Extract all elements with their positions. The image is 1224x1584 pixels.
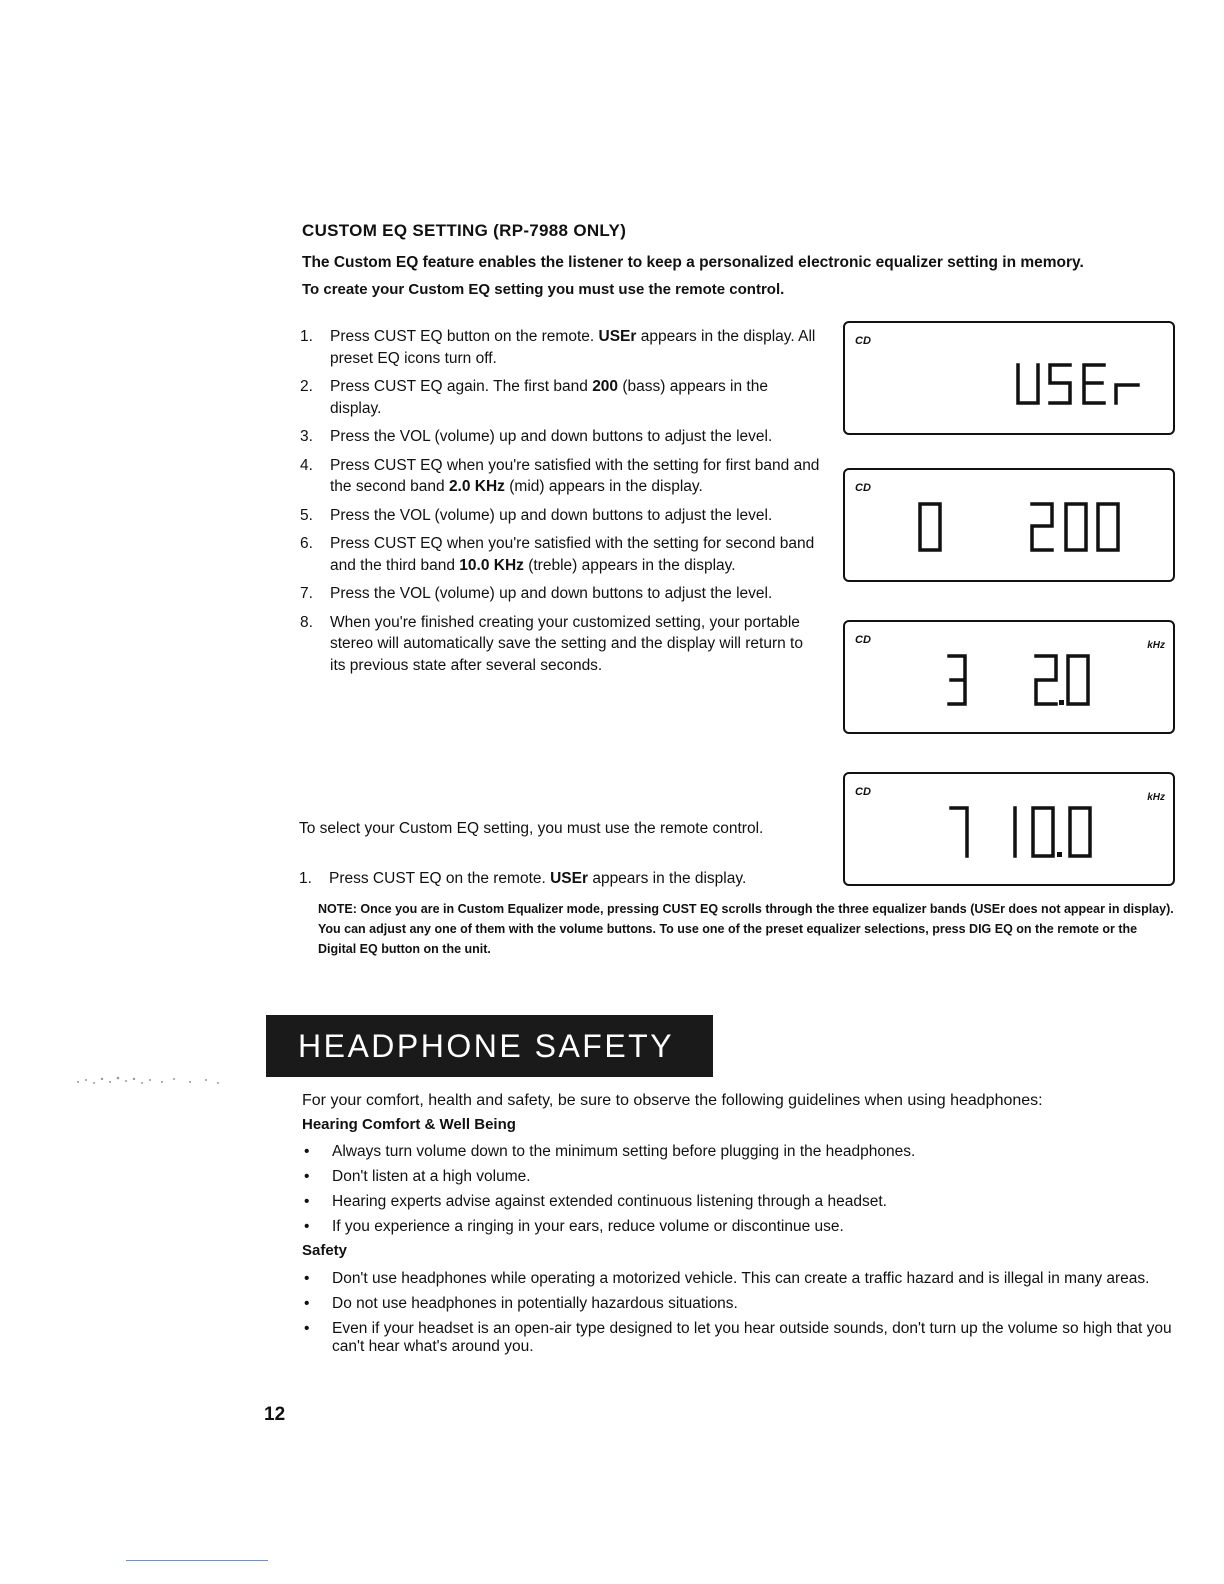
eq-note: NOTE: Once you are in Custom Equalizer mode, pressing CUST EQ scrolls through the three equalizer bands (USEr does not appear in display). You can adjust any one of them with the volume buttons. To use one of the preset equalizer selections, press DIG EQ on the remote or the Digital EQ button on the unit. (318, 902, 1174, 956)
list-item-text: Do not use headphones in potentially hazardous situations. (332, 1295, 738, 1312)
step-keyword: 10.0 KHz (459, 556, 524, 574)
step-number: 1. (300, 328, 313, 345)
khz-indicator: kHz (1147, 640, 1165, 651)
step-item (300, 376, 820, 419)
lcd-display-bass (843, 468, 1175, 582)
step-text: Press the VOL (volume) up and down buttons to adjust the level. (330, 506, 773, 524)
step-text: appears in the display. All preset EQ icons turn off. (330, 328, 816, 367)
headphone-safety-banner: HEADPHONE SAFETY (266, 1015, 713, 1077)
list-item-text: Even if your headset is an open-air type designed to let you hear outside sounds, don't turn up the volume so high that you can't hear what's around you. (332, 1320, 1172, 1355)
cd-indicator: CD (855, 786, 871, 798)
step-keyword: USEr (598, 328, 637, 345)
khz-indicator: kHz (1147, 792, 1165, 803)
lcd-readout (845, 622, 1173, 732)
step-text: (bass) appears in the display. (330, 378, 768, 417)
list-item (302, 1270, 1182, 1288)
step-item (300, 533, 820, 576)
step-text: Press CUST EQ when you're satisfied with the setting for second band and the third band (330, 535, 815, 574)
headphone-intro: For your comfort, health and safety, be sure to observe the following guidelines when using headphones: (302, 1092, 1043, 1109)
list-item (302, 1320, 1182, 1356)
step-text: appears in the display. (588, 870, 747, 887)
lcd-display-treble (843, 772, 1175, 886)
list-item (302, 1193, 1182, 1211)
lcd-display-mid (843, 620, 1175, 734)
cd-indicator: CD (855, 634, 871, 646)
cd-indicator: CD (855, 335, 871, 347)
lcd-display-user (843, 321, 1175, 435)
custom-eq-title: CUSTOM EQ SETTING (RP-7988 ONLY) (302, 221, 627, 240)
bullet-icon: • (304, 1295, 310, 1312)
step-number: 1. (299, 870, 312, 887)
lcd-readout (845, 470, 1173, 580)
step-item (300, 505, 820, 527)
step-item (300, 455, 820, 498)
list-item-text: Hearing experts advise against extended continuous listening through a headset. (332, 1193, 887, 1210)
list-item (302, 1168, 1182, 1186)
lcd-readout (845, 323, 1173, 433)
list-item (302, 1143, 1182, 1161)
page-number: 12 (264, 1404, 286, 1425)
step-number: 6. (300, 535, 313, 552)
step-number: 5. (300, 506, 313, 524)
bullet-icon: • (304, 1143, 310, 1160)
step-text: (treble) appears in the display. (523, 556, 736, 574)
safety-heading: Safety (302, 1242, 348, 1259)
step-number: 4. (300, 456, 313, 474)
step-item (300, 326, 820, 369)
comfort-list (302, 1143, 1182, 1243)
select-step (299, 870, 819, 888)
step-keyword: 200 (592, 378, 619, 395)
select-instructions: To select your Custom EQ setting, you must use the remote control. (299, 820, 764, 837)
bullet-icon: • (304, 1270, 310, 1287)
bullet-icon: • (304, 1193, 310, 1210)
step-item (300, 612, 820, 677)
list-item-text: If you experience a ringing in your ears, reduce volume or discontinue use. (332, 1218, 844, 1235)
step-text: Press CUST EQ on the remote. (329, 870, 551, 887)
list-item (302, 1295, 1182, 1313)
step-text: Press the VOL (volume) up and down buttons to adjust the level. (330, 428, 773, 445)
step-keyword: 2.0 KHz (448, 478, 505, 495)
bullet-icon: • (304, 1218, 310, 1235)
step-number: 7. (300, 585, 313, 602)
step-text: Press CUST EQ when you're satisfied with the setting for first band and the second band (330, 456, 820, 495)
comfort-heading: Hearing Comfort & Well Being (302, 1116, 516, 1133)
lcd-readout (845, 774, 1173, 884)
bottom-rule (126, 1560, 268, 1561)
list-item (302, 1218, 1182, 1236)
cd-indicator: CD (855, 482, 871, 494)
step-keyword: USEr (550, 870, 589, 887)
custom-eq-steps (300, 326, 820, 683)
step-text: (mid) appears in the display. (504, 478, 703, 495)
custom-eq-remote-note: To create your Custom EQ setting you must use the remote control. (302, 281, 785, 298)
custom-eq-intro: The Custom EQ feature enables the listener to keep a personalized electronic equalizer setting in memory. (302, 254, 1084, 271)
step-item (300, 426, 820, 448)
list-item-text: Don't use headphones while operating a motorized vehicle. This can create a traffic hazard and is illegal in many areas. (332, 1270, 1150, 1287)
scan-speckle-mark (72, 1070, 232, 1092)
step-text: When you're finished creating your customized setting, your portable stereo will automatically save the setting and the display will return to its previous state after several seconds. (330, 613, 803, 674)
bullet-icon: • (304, 1320, 310, 1337)
step-text: Press CUST EQ again. The first band (330, 378, 593, 395)
bullet-icon: • (304, 1168, 310, 1185)
safety-list (302, 1270, 1182, 1363)
step-item (300, 583, 820, 605)
step-number: 3. (300, 428, 313, 445)
list-item-text: Always turn volume down to the minimum setting before plugging in the headphones. (332, 1143, 916, 1160)
step-text: Press CUST EQ button on the remote. (330, 328, 599, 345)
step-text: Press the VOL (volume) up and down buttons to adjust the level. (330, 585, 773, 602)
step-number: 8. (300, 613, 313, 631)
list-item-text: Don't listen at a high volume. (332, 1168, 531, 1185)
step-number: 2. (300, 378, 313, 395)
